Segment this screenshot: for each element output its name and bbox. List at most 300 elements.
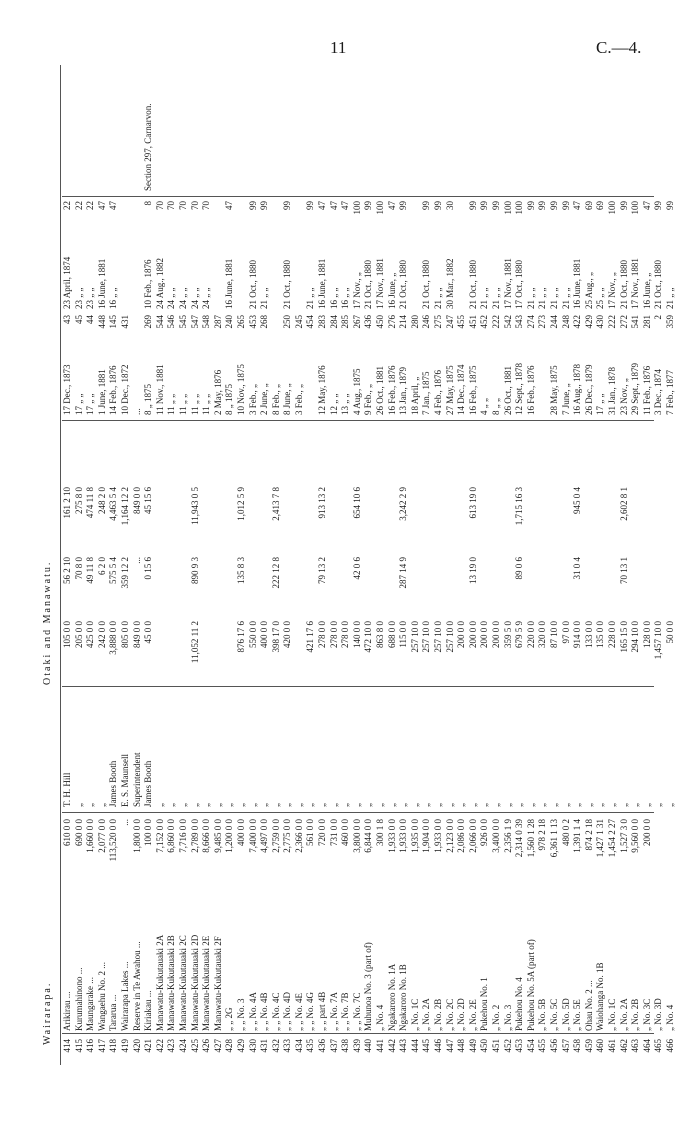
deed-number-cell: 245: [293, 315, 304, 329]
table-row: [584, 65, 596, 1065]
deed-date-cell: 16 Aug., 1878: [572, 363, 583, 415]
table-row: [271, 65, 283, 1065]
block-name-cell: „ No. 5E: [572, 999, 583, 1031]
gazette-date-cell: 24 Aug., 1882: [154, 257, 165, 309]
table-top-rule: [60, 65, 61, 1065]
block-number-cell: 453: [514, 1039, 525, 1053]
amount-paid-cell: 97 0 0: [560, 621, 571, 644]
deed-number-cell: 436: [363, 315, 374, 329]
block-name-cell: „ No. 3D: [653, 998, 664, 1031]
deed-date-cell: 3 Feb., „: [293, 384, 304, 415]
block-area-cell: 8,666 0 0: [201, 819, 212, 853]
gazette-date-cell: 21 „ „: [525, 287, 536, 309]
block-area-cell: 2,077 0 0: [96, 819, 107, 853]
gazette-date-cell: 10 Feb., 1876: [143, 259, 154, 309]
total-cost-cell: 474 11 8: [85, 487, 96, 519]
district-label-wairarapa: Wairarapa.: [42, 981, 53, 1045]
purchase-officer-cell: „: [583, 803, 594, 807]
gazette-date-cell: 16 June, 1881: [224, 258, 235, 309]
deed-number-cell: 543: [514, 315, 525, 329]
block-name-cell: Ohau No. 2 ...: [583, 980, 594, 1031]
deed-date-cell: 28 May, 1875: [548, 365, 559, 415]
block-number-cell: 415: [73, 1039, 84, 1053]
gazette-page-cell: 47: [317, 201, 328, 210]
block-number-cell: 432: [270, 1039, 281, 1053]
gazette-date-cell: 21 „ „: [548, 287, 559, 309]
block-area-cell: 720 0 0: [317, 819, 328, 846]
amount-paid-cell: 421 17 6: [305, 621, 316, 653]
block-number-cell: 434: [293, 1039, 304, 1053]
table-body: [62, 65, 676, 1065]
amount-paid-cell: 45 0 0: [143, 621, 154, 644]
gazette-page-cell: 70: [154, 201, 165, 210]
deed-number-cell: 431: [119, 315, 130, 329]
purchase-officer-cell: „: [641, 803, 652, 807]
block-number-cell: 455: [537, 1039, 548, 1053]
block-number-cell: 460: [595, 1039, 606, 1053]
amount-due-cell: 70 13 1: [618, 557, 629, 584]
purchase-officer-cell: „: [282, 803, 293, 807]
table-row: [630, 65, 642, 1065]
table-row: [595, 65, 607, 1065]
deed-number-cell: 222: [606, 315, 617, 329]
table-row: [155, 65, 167, 1065]
purchase-officer-cell: „: [166, 803, 177, 807]
deed-number-cell: 276: [386, 315, 397, 329]
amount-due-cell: 79 13 2: [317, 557, 328, 584]
amount-due-cell: 0 15 6: [143, 557, 154, 580]
remarks-cell: Section 297, Carnarvon.: [143, 103, 154, 191]
block-area-cell: 200 0 0: [641, 819, 652, 846]
table-row: [514, 65, 526, 1065]
block-area-cell: 7,400 0 0: [247, 819, 258, 853]
block-number-cell: 439: [351, 1039, 362, 1053]
deed-date-cell: 27 May, 1875: [444, 365, 455, 415]
purchase-officer-cell: „: [305, 803, 316, 807]
deed-date-cell: 17 „ „: [73, 393, 84, 415]
gazette-page-cell: 99: [664, 201, 675, 210]
block-name-cell: Manawatu-Kukutauaki 2B: [166, 935, 177, 1031]
block-area-cell: 1,933 0 0: [386, 819, 397, 853]
deed-date-cell: 8 „ 1875: [224, 384, 235, 415]
gazette-page-cell: 99: [490, 201, 501, 210]
block-name-cell: „ No. 3C: [641, 998, 652, 1031]
purchase-officer-cell: „: [189, 803, 200, 807]
gazette-page-cell: 22: [62, 201, 72, 210]
purchase-officer-cell: „: [525, 803, 536, 807]
block-number-cell: 419: [119, 1039, 130, 1053]
amount-due-cell: 890 9 3: [189, 557, 200, 584]
table-row: [74, 65, 86, 1065]
gazette-date-cell: 16 „ „: [108, 287, 119, 309]
deed-date-cell: 17 „ „: [595, 393, 606, 415]
amount-paid-cell: 135 0 0: [595, 621, 606, 648]
purchase-officer-cell: „: [467, 803, 478, 807]
gazette-date-cell: 21 „ „: [433, 287, 443, 309]
gazette-date-cell: 17 Nov., 1881: [502, 258, 513, 309]
table-row: [653, 65, 665, 1065]
purchase-officer-cell: „: [514, 803, 525, 807]
deed-number-cell: 454: [305, 315, 316, 329]
table-row: [537, 65, 549, 1065]
gazette-date-cell: 21 Oct., 1880: [282, 260, 293, 309]
gazette-date-cell: 21 „ „: [305, 287, 316, 309]
deed-date-cell: 29 Sept., 1879: [630, 362, 641, 415]
amount-due-cell: 13 19 0: [467, 557, 478, 584]
deed-date-cell: ...: [131, 408, 142, 415]
block-name-cell: „ No. 2A: [421, 998, 432, 1031]
amount-due-cell: 222 12 8: [270, 557, 281, 589]
rotated-land-table: [38, 65, 675, 1065]
gazette-date-cell: 16 June, 1881: [96, 258, 107, 309]
table-row: [526, 65, 538, 1065]
amount-paid-cell: 863 8 0: [375, 621, 386, 648]
deed-date-cell: 7 Feb., 1877: [664, 370, 675, 415]
block-area-cell: 978 2 18: [537, 819, 548, 851]
block-name-cell: „ „ No. 4B: [259, 992, 270, 1031]
deed-number-cell: 548: [201, 315, 212, 329]
purchase-officer-cell: „: [177, 803, 188, 807]
amount-due-cell: 575 5 4: [108, 557, 119, 584]
block-name-cell: „ „ No. 4A: [247, 992, 258, 1031]
gazette-page-cell: 47: [386, 201, 397, 210]
amount-paid-cell: 294 10 0: [630, 621, 641, 653]
block-area-cell: 1,391 1 4: [572, 819, 583, 853]
amount-due-cell: 31 0 4: [572, 557, 583, 580]
gazette-date-cell: 21 Oct., 1880: [398, 260, 409, 309]
block-area-cell: 690 0 0: [73, 819, 84, 846]
purchase-officer-cell: „: [259, 803, 270, 807]
block-area-cell: 2,775 0 0: [282, 819, 293, 853]
amount-paid-cell: 425 0 0: [85, 621, 96, 648]
gazette-date-cell: 24 „ „: [177, 287, 188, 309]
table-row: [108, 65, 120, 1065]
block-name-cell: „ No. 1C: [409, 998, 420, 1031]
table-row: [120, 65, 132, 1065]
block-number-cell: 418: [108, 1039, 119, 1053]
block-number-cell: 444: [409, 1039, 420, 1053]
deed-number-cell: 246: [421, 315, 432, 329]
deed-date-cell: 14 Feb., 1876: [108, 365, 119, 415]
purchase-officer-cell: „: [328, 803, 339, 807]
gazette-date-cell: 21 Oct., 1880: [363, 260, 374, 309]
amount-paid-cell: 320 0 0: [537, 621, 548, 648]
table-row: [166, 65, 178, 1065]
block-area-cell: 2,759 0 0: [270, 819, 281, 853]
block-number-cell: 451: [490, 1039, 501, 1053]
block-number-cell: 423: [166, 1039, 177, 1053]
purchase-officer-cell: „: [247, 803, 258, 807]
block-number-cell: 427: [212, 1039, 223, 1053]
deed-date-cell: 2 June, „: [259, 383, 270, 415]
amount-paid-cell: 50 0 0: [664, 621, 675, 644]
table-row: [375, 65, 387, 1065]
amount-paid-cell: 140 0 0: [351, 621, 362, 648]
deed-number-cell: 240: [224, 315, 235, 329]
block-area-cell: 1,527 3 0: [618, 819, 629, 853]
deed-number-cell: 244: [548, 315, 559, 329]
block-area-cell: 561 0 0: [305, 819, 316, 846]
gazette-date-cell: 25 Aug., „: [583, 272, 594, 309]
block-area-cell: 100 0 0: [143, 819, 154, 846]
block-area-cell: 9,485 0 0: [212, 819, 223, 853]
gazette-date-cell: 21 „ „: [560, 287, 571, 309]
deed-date-cell: 12 „ „: [328, 393, 339, 415]
block-name-cell: „ „ No. 7B: [340, 992, 351, 1031]
gazette-page-cell: 99: [548, 201, 559, 210]
block-area-cell: 2,123 0 0: [444, 819, 455, 853]
gazette-date-cell: 16 June, „: [386, 272, 397, 309]
amount-paid-cell: 876 17 6: [235, 621, 246, 653]
gazette-page-cell: 99: [618, 201, 629, 210]
gazette-date-cell: 17 Nov., 1881: [375, 258, 386, 309]
amount-paid-cell: 87 10 0: [548, 621, 559, 648]
block-name-cell: Muhunoa No. 3 (part of): [363, 942, 374, 1031]
block-number-cell: 420: [131, 1039, 142, 1053]
block-number-cell: 459: [583, 1039, 594, 1053]
purchase-officer-cell: „: [537, 803, 548, 807]
gazette-date-cell: 21 Oct., 1880: [618, 260, 629, 309]
gazette-page-cell: 99: [259, 201, 270, 210]
gazette-date-cell: 17 Oct., 1880: [514, 260, 525, 309]
block-area-cell: 113,520 0 0: [108, 819, 119, 862]
deed-number-cell: 283: [317, 315, 328, 329]
block-name-cell: Manawatu-Kukutauaki 2F: [212, 936, 223, 1031]
deed-date-cell: 16 Feb., 1876: [386, 365, 397, 415]
deed-date-cell: 18 April, „: [409, 376, 420, 415]
gazette-page-cell: 70: [177, 201, 188, 210]
block-number-cell: 422: [154, 1039, 165, 1053]
block-area-cell: 1,933 0 0: [398, 819, 409, 853]
deed-date-cell: 11 Feb., 1876: [641, 365, 652, 415]
purchase-officer-cell: „: [73, 803, 84, 807]
gazette-date-cell: 25 „ „: [595, 287, 606, 309]
block-name-cell: Wangaehu No. 2 ...: [96, 961, 107, 1031]
block-name-cell: „ No. 1C: [606, 998, 617, 1031]
gazette-page-cell: 47: [572, 201, 583, 210]
table-row: [665, 65, 677, 1065]
block-area-cell: 6,361 1 13: [548, 819, 559, 858]
gazette-date-cell: 21 „ „: [479, 287, 490, 309]
amount-due-cell: 42 0 6: [351, 557, 362, 580]
amount-due-cell: 49 11 8: [85, 557, 96, 584]
deed-date-cell: 10 Nov., 1875: [235, 364, 246, 415]
gazette-page-cell: 100: [630, 201, 641, 215]
table-row: [572, 65, 584, 1065]
purchase-officer-cell: Superintendent: [131, 752, 142, 807]
deed-date-cell: 7 Jan., 1875: [421, 371, 432, 415]
purchase-officer-cell: „: [224, 803, 235, 807]
deed-number-cell: 542: [502, 315, 513, 329]
total-cost-cell: 3,242 2 9: [398, 487, 409, 521]
paper-reference: C.—4.: [596, 38, 642, 57]
purchase-officer-cell: „: [235, 803, 246, 807]
table-row: [410, 65, 422, 1065]
gazette-date-cell: 16 June, 1881: [572, 258, 583, 309]
purchase-officer-cell: „: [479, 803, 490, 807]
gazette-page-cell: 47: [641, 201, 652, 210]
table-row: [561, 65, 573, 1065]
block-area-cell: 1,933 0 0: [433, 819, 443, 853]
block-area-cell: 460 0 0: [340, 819, 351, 846]
block-name-cell: Maungarake ...: [85, 977, 96, 1031]
purchase-officer-cell: „: [421, 803, 432, 807]
gazette-date-cell: 23 „ „: [85, 287, 96, 309]
purchase-officer-cell: „: [398, 803, 409, 807]
purchase-officer-cell: „: [212, 803, 223, 807]
table-row: [259, 65, 271, 1065]
table-row: [85, 65, 97, 1065]
gazette-page-cell: 70: [189, 201, 200, 210]
purchase-officer-cell: „: [456, 803, 467, 807]
purchase-officer-cell: „: [595, 803, 606, 807]
block-name-cell: Ngakaroro No. 1A: [386, 963, 397, 1031]
amount-paid-cell: 257 10 0: [421, 621, 432, 653]
block-area-cell: 6,860 0 0: [166, 819, 177, 853]
block-number-cell: 429: [235, 1039, 246, 1053]
table-row: [491, 65, 503, 1065]
amount-paid-cell: 11,052 11 2: [189, 621, 200, 664]
deed-number-cell: 43: [62, 315, 72, 324]
block-name-cell: „ „ No. 4E: [293, 993, 304, 1031]
block-number-cell: 424: [177, 1039, 188, 1053]
amount-paid-cell: 688 0 0: [386, 621, 397, 648]
block-number-cell: 461: [606, 1039, 617, 1053]
block-number-cell: 425: [189, 1039, 200, 1053]
table-row: [213, 65, 225, 1065]
deed-date-cell: 9 Feb., „: [363, 384, 374, 415]
district-label-otaki-manawatu: Otaki and Manawatu.: [42, 560, 53, 685]
block-name-cell: „ „ No. 4G: [305, 992, 316, 1031]
amount-paid-cell: 420 0 0: [282, 621, 293, 648]
amount-paid-cell: 105 0 0: [62, 621, 72, 648]
gazette-date-cell: 16 June, 1881: [317, 258, 328, 309]
block-number-cell: 437: [328, 1039, 339, 1053]
block-number-cell: 457: [560, 1039, 571, 1053]
amount-paid-cell: 257 10 0: [433, 621, 443, 653]
purchase-officer-cell: „: [270, 803, 281, 807]
block-area-cell: 1,904 0 0: [421, 819, 432, 853]
table-row: [433, 65, 445, 1065]
deed-number-cell: 250: [282, 315, 293, 329]
amount-paid-cell: 805 0 0: [119, 621, 130, 648]
block-number-cell: 414: [62, 1039, 72, 1053]
deed-date-cell: 26 Dec., 1879: [583, 364, 594, 415]
table-row: [329, 65, 341, 1065]
amount-paid-cell: 679 5 9: [514, 621, 525, 648]
gazette-page-cell: 69: [595, 201, 606, 210]
gazette-page-cell: 47: [224, 201, 235, 210]
block-number-cell: 426: [201, 1039, 212, 1053]
amount-paid-cell: 133 0 0: [583, 621, 594, 648]
block-area-cell: 1,454 2 27: [606, 819, 617, 858]
deed-number-cell: 452: [479, 315, 490, 329]
table-row: [317, 65, 329, 1065]
deed-number-cell: 455: [456, 315, 467, 329]
block-number-cell: 449: [467, 1039, 478, 1053]
block-number-cell: 465: [653, 1039, 664, 1053]
amount-paid-cell: 914 0 0: [572, 621, 583, 648]
deed-date-cell: 11 Nov., 1881: [154, 364, 165, 415]
block-area-cell: 874 2 18: [583, 819, 594, 851]
gazette-date-cell: 16 June, „: [641, 272, 652, 309]
block-name-cell: „ No. 2B: [433, 998, 443, 1031]
amount-paid-cell: 398 17 0: [270, 621, 281, 653]
purchase-officer-cell: E. S. Maunsell: [119, 754, 130, 807]
deed-date-cell: 8 „ „: [490, 398, 501, 415]
deed-date-cell: 2 May, 1876: [212, 369, 223, 415]
purchase-officer-cell: „: [490, 803, 501, 807]
block-name-cell: Manawatu-Kukutauaki 2E: [201, 935, 212, 1031]
block-name-cell: Pukehou No. 4: [514, 977, 525, 1031]
amount-paid-cell: 115 0 0: [398, 621, 409, 648]
block-name-cell: „ „ No. 4D: [282, 992, 293, 1031]
total-cost-cell: 275 8 0: [73, 487, 84, 514]
page-number: 11: [330, 38, 347, 57]
deed-date-cell: 16 Feb., 1875: [467, 365, 478, 415]
block-name-cell: „ „ No. 7A: [328, 992, 339, 1031]
block-area-cell: 610 0 0: [62, 819, 72, 846]
deed-number-cell: 265: [235, 315, 246, 329]
gazette-date-cell: 21 „ „: [490, 287, 501, 309]
gazette-page-cell: 99: [479, 201, 490, 210]
deed-number-cell: 545: [177, 315, 188, 329]
block-number-cell: 458: [572, 1039, 583, 1053]
gazette-date-cell: 17 Nov., „: [351, 272, 362, 309]
block-area-cell: 2,314 0 39: [514, 819, 525, 858]
table-row: [282, 65, 294, 1065]
deed-date-cell: 11 „ „: [177, 393, 188, 415]
purchase-officer-cell: „: [154, 803, 165, 807]
deed-date-cell: 4 „ „: [479, 398, 490, 415]
deed-number-cell: 546: [166, 315, 177, 329]
block-area-cell: ...: [119, 819, 130, 826]
amount-paid-cell: 165 15 0: [618, 621, 629, 653]
deed-date-cell: 3 Feb., „: [247, 384, 258, 415]
block-name-cell: „ No. 2: [490, 1004, 501, 1031]
block-number-cell: 435: [305, 1039, 316, 1053]
gazette-page-cell: 100: [606, 201, 617, 215]
deed-date-cell: 16 Feb., 1876: [525, 365, 536, 415]
gazette-page-cell: 99: [247, 201, 258, 210]
block-name-cell: Manawatu-Kukutauaki 2C: [177, 935, 188, 1031]
block-number-cell: 448: [456, 1039, 467, 1053]
purchase-officer-cell: „: [444, 803, 455, 807]
block-number-cell: 440: [363, 1039, 374, 1053]
amount-paid-cell: 200 0 0: [490, 621, 501, 648]
block-name-cell: Ngakaroro No. 1B: [398, 964, 409, 1031]
table-row: [352, 65, 364, 1065]
amount-due-cell: 135 8 3: [235, 557, 246, 584]
deed-number-cell: 274: [525, 315, 536, 329]
block-area-cell: 2,366 0 0: [293, 819, 304, 853]
gazette-page-cell: 22: [85, 201, 96, 210]
gazette-page-cell: 99: [560, 201, 571, 210]
amount-paid-cell: 359 5 0: [502, 621, 513, 648]
gazette-page-cell: 47: [108, 201, 119, 210]
total-cost-cell: 654 10 6: [351, 487, 362, 519]
purchase-officer-cell: „: [572, 803, 583, 807]
deed-date-cell: 4 Feb., 1876: [433, 370, 443, 415]
deed-date-cell: 7 June, „: [560, 383, 571, 415]
table-row: [236, 65, 248, 1065]
block-area-cell: 926 0 0: [479, 819, 490, 846]
amount-paid-cell: 278 0 0: [328, 621, 339, 648]
block-number-cell: 454: [525, 1039, 536, 1053]
block-name-cell: „ „ 2G: [224, 1007, 235, 1031]
deed-number-cell: 247: [444, 315, 455, 329]
amount-paid-cell: 220 0 0: [525, 621, 536, 648]
